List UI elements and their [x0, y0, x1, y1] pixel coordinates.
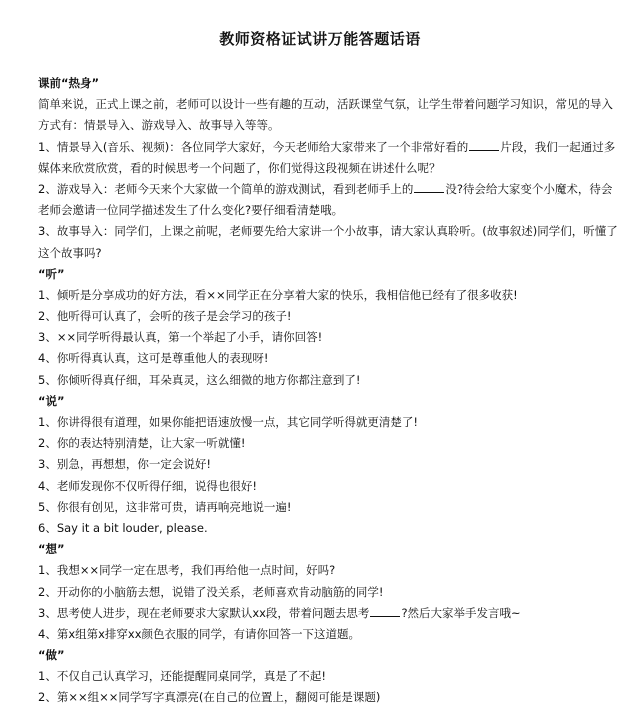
text-segment: ?然后大家举手发言哦~ [401, 605, 521, 620]
section-heading: “做” [38, 648, 65, 663]
text-line [38, 603, 606, 624]
text-segment: 片段，我们一起通过多 [500, 139, 616, 154]
text-line: 媒体来欣赏欣赏，看的时候思考一个问题了，你们觉得这段视频在讲述什么呢？ [38, 160, 441, 175]
text-line: 2、开动你的小脑筋去想，说错了没关系，老师喜欢肯动脑筋的同学! [38, 584, 384, 599]
text-line: 4、第x组第x排穿xx颜色衣服的同学，有请你回答一下这道题。 [38, 626, 361, 641]
text-line [38, 137, 616, 158]
document-title: 教师资格证试讲万能答题话语 [219, 30, 421, 48]
fill-in-blank [414, 181, 444, 193]
document-body [38, 73, 618, 709]
text-line: 这个故事吗? [38, 245, 102, 260]
text-line: 老师会邀请一位同学描述发生了什么变化?要仔细看清楚哦。 [38, 203, 344, 218]
text-line: 3、故事导入：同学们，上课之前呢，老师要先给大家讲一个小故事，请大家认真聆听。(故事叙述)同学们，听懂了 [38, 224, 618, 239]
text-segment: 没?待会给大家变个小魔术，待会 [445, 181, 613, 196]
section-heading: “听” [38, 266, 65, 281]
text-line: 1、我想××同学一定在思考，我们再给他一点时间，好吗? [38, 563, 336, 578]
text-line: 3、别急，再想想，你一定会说好! [38, 457, 211, 472]
text-line: 2、你的表达特别清楚，让大家一听就懂! [38, 436, 246, 451]
text-line: 1、倾听是分享成功的好方法，看××同学正在分享着大家的快乐，我相信他已经有了很多收获! [38, 287, 518, 302]
text-segment: 2、游戏导入：老师今天来个大家做一个简单的游戏测试，看到老师手上的 [38, 181, 414, 196]
text-line: 3、××同学听得最认真，第一个举起了小手，请你回答! [38, 330, 323, 345]
text-line: 6、Say it a bit louder, please. [38, 520, 208, 535]
text-line: 2、他听得可认真了，会听的孩子是会学习的孩子! [38, 309, 292, 324]
text-line: 2、第××组××同学写字真漂亮(在自己的位置上，翻阅可能是课题) [38, 690, 381, 705]
text-segment: 1、情景导入(音乐、视频)：各位同学大家好，今天老师给大家带来了一个非常好看的 [38, 139, 469, 154]
text-line: 简单来说，正式上课之前，老师可以设计一些有趣的互动，活跃课堂气氛，让学生带着问题学习知识，常见的导入 [38, 97, 613, 112]
fill-in-blank [370, 605, 400, 617]
section-heading: “说” [38, 393, 65, 408]
text-line: 4、你听得真认真，这可是尊重他人的表现呀! [38, 351, 269, 366]
text-line: 5、你倾听得真仔细，耳朵真灵，这么细微的地方你都注意到了! [38, 372, 361, 387]
fill-in-blank [469, 139, 499, 151]
text-line [38, 179, 613, 200]
text-line: 5、你很有创见，这非常可贵，请再响亮地说一遍! [38, 499, 292, 514]
section-heading: 课前“热身” [38, 76, 100, 90]
text-line: 方式有：情景导入、游戏导入、故事导入等等。 [38, 118, 280, 133]
text-line: 1、不仅自己认真学习，还能提醒同桌同学，真是了不起! [38, 669, 326, 684]
section-heading: “想” [38, 542, 65, 557]
text-segment: 3、思考使人进步，现在老师要求大家默认xx段，带着问题去思考 [38, 605, 370, 620]
text-line: 1、你讲得很有道理，如果你能把语速放慢一点，其它同学听得就更清楚了! [38, 415, 418, 429]
text-line: 4、老师发现你不仅听得仔细，说得也很好! [38, 478, 257, 493]
